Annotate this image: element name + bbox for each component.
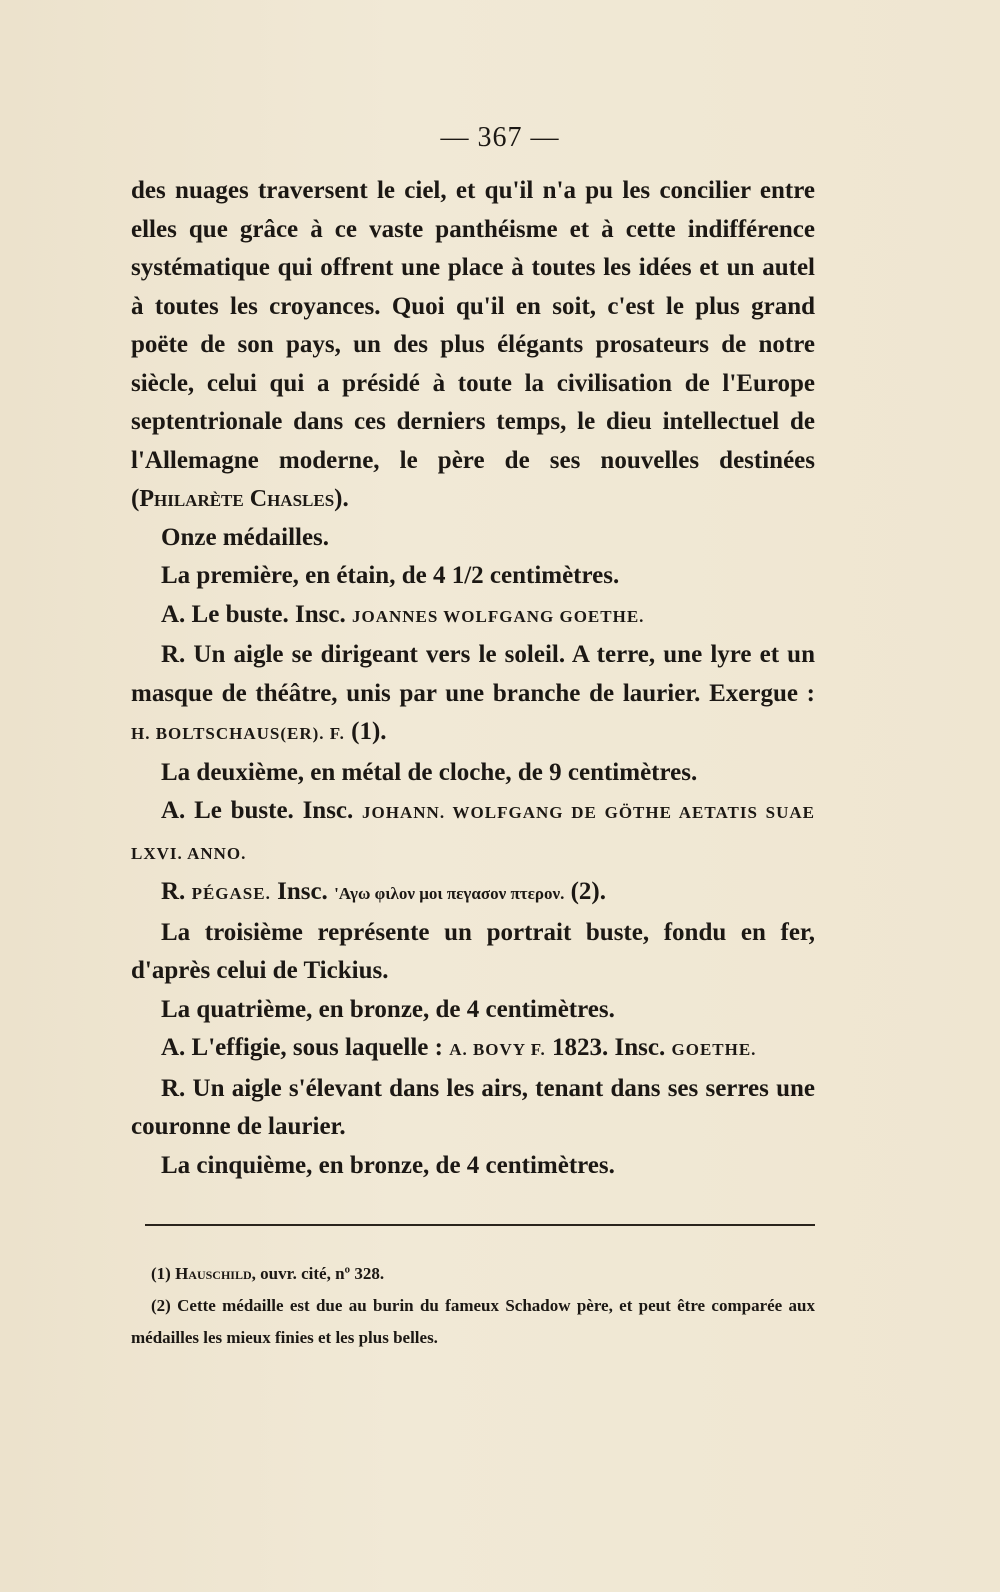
- obverse-label: A. Le buste. Insc.: [161, 600, 352, 628]
- footnote-1-text: , ouvr. cité, nº 328.: [251, 1264, 385, 1283]
- paragraph-first-reverse: [131, 636, 815, 754]
- reverse-text: R. Un aigle se dirigeant vers le soleil. A terre, une lyre et un masque de théâtre, unis par une branche de laurier. Exergue :: [131, 641, 815, 707]
- paragraph-1-text: des nuages traversent le ciel, et qu'il n'a pu les concilier entre elles que grâce à ce vaste panthéisme et à cette indifférence systématique qui offrent une place à toutes les idées et un autel à toutes les croyances. Quoi qu'il en soit, c'est le plus grand poëte de son pays, un des plus élégants prosateurs de notre siècle, celui qui a présidé à toute la civilisation de l'Europe septentrionale dans ces derniers temps, le dieu intellectuel de l'Allemagne moderne, le père de ses nouvelles destinées (: [131, 177, 815, 512]
- paragraph-second-obverse: [131, 792, 815, 873]
- obverse-text: A. L'effigie, sous laquelle :: [161, 1034, 450, 1061]
- inscription: GOETHE.: [671, 1040, 757, 1059]
- inscription: JOHANN. WOLFGANG DE GÖTHE AETATIS SUAE LXVI. ANNO.: [131, 803, 816, 863]
- footnote-ref-2: (2).: [564, 878, 606, 905]
- paragraph-third-medal: La troisième représente un portrait buste, fondu en fer, d'après celui de Tickius.: [131, 918, 815, 984]
- obverse-label: A. Le buste. Insc.: [161, 797, 363, 824]
- paragraph-1: [131, 172, 815, 519]
- reverse-label: R.: [161, 878, 192, 905]
- paragraph-1-end: ).: [334, 485, 349, 512]
- author-name: Philarète Chasles: [139, 486, 335, 512]
- page-number: — 367 —: [440, 122, 560, 153]
- paragraph-first-obverse: [131, 596, 815, 637]
- paragraph-fourth-medal: La quatrième, en bronze, de 4 centimètres.: [161, 995, 615, 1023]
- paragraph-fifth-medal: La cinquième, en bronze, de 4 centimètres.: [161, 1151, 615, 1179]
- paragraph-second-medal: La deuxième, en métal de cloche, de 9 centimètres.: [161, 758, 698, 786]
- exergue-inscription: H. BOLTSCHAUS(ER). F.: [131, 724, 345, 743]
- footnote-2: (2) Cette médaille est due au burin du fameux Schadow père, et peut être comparée aux médailles les mieux finies et les plus belles.: [131, 1296, 815, 1347]
- paragraph-fourth-reverse: R. Un aigle s'élevant dans les airs, tenant dans ses serres une couronne de laurier.: [131, 1074, 815, 1140]
- reverse-subject: PÉGASE.: [191, 884, 271, 903]
- paragraph-first-medal: La première, en étain, de 4 1/2 centimètres.: [161, 562, 620, 589]
- paragraph-fourth-obverse: [131, 1029, 815, 1070]
- footnote-1-author: Hauschild: [175, 1264, 252, 1283]
- engraver-signature: A. BOVY F.: [449, 1040, 546, 1059]
- year-insc: 1823. Insc.: [545, 1034, 672, 1061]
- footnote-1: [131, 1258, 815, 1290]
- greek-inscription: 'Αγω φιλον μοι πεγασον πτερον.: [334, 884, 565, 903]
- footnote-ref-1: (1).: [344, 718, 387, 745]
- footnote-1-number: (1): [151, 1264, 176, 1283]
- inscription: JOANNES WOLFGANG GOETHE.: [352, 606, 645, 626]
- footnote-divider: [145, 1224, 815, 1226]
- paragraph-second-reverse: [131, 873, 815, 914]
- footnotes: [131, 1258, 815, 1354]
- insc-label: Insc.: [270, 878, 335, 905]
- paragraph-medal-count: Onze médailles.: [161, 523, 330, 551]
- body-text: [131, 172, 815, 1185]
